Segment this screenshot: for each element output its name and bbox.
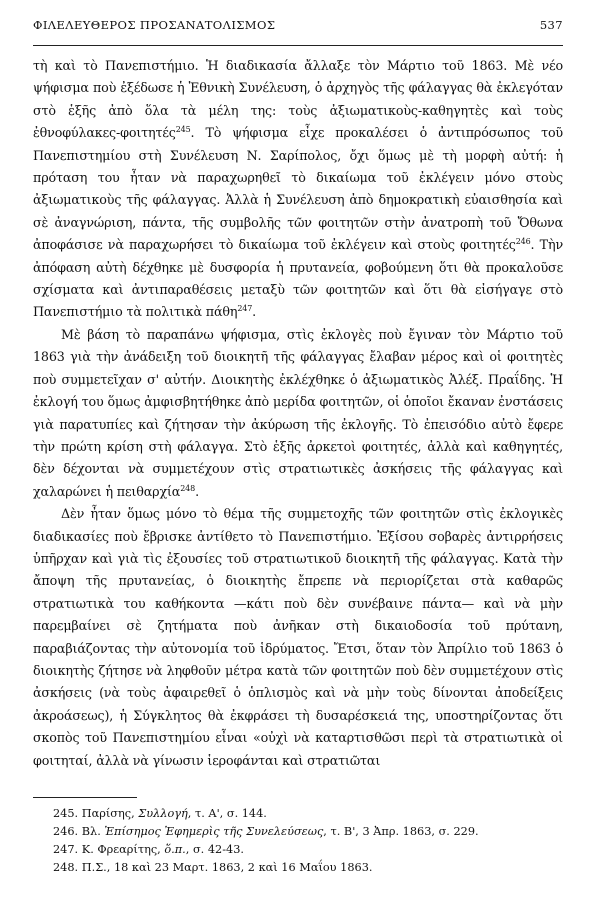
footnote-ref-248[interactable]: 248	[180, 483, 196, 493]
footnotes	[33, 805, 563, 877]
footnote-ref-246[interactable]: 246	[515, 237, 531, 247]
footnote-247: 247. Κ. Φρεαρίτης, ὅ.π., σ. 42-43.	[53, 843, 245, 856]
footnote-rule	[33, 797, 137, 798]
paragraph-3: Δὲν ἦταν ὅμως μόνο τὸ θέμα τῆς συμμετοχῆς τῶν φοιτητῶν στὶς ἐκλογικὲς διαδικασίες ποὺ ἔβρισκε ἀντίθετο τὸ Πανεπιστήμιο. Ἐξίσου σοβαρὲς ἀντιρρήσεις ὑπῆρχαν καὶ γιὰ τὶς ἐξουσίες τοῦ στρατιωτικοῦ διοικητῆ τῆς φάλαγγας. Κατὰ τὴν ἄποψη τῆς πρυτανείας, ὁ διοικητὴς ἔπρεπε νὰ περιορίζεται στὰ καθαρῶς στρατιωτικὰ του καθήκοντα —κάτι ποὺ δὲν συνέβαινε πάντα— καὶ νὰ μὴν παρεμβαίνει σὲ ζητήματα ποὺ ἀνῆκαν στὴ δικαιοδοσία τοῦ πρύτανη, παραβιάζοντας τὴν αὐτονομία τοῦ ἱδρύματος. Ἔτσι, ὅταν τὸν Ἀπρίλιο τοῦ 1863 ὁ διοικητὴς ζήτησε νὰ ληφθοῦν μέτρα κατὰ τῶν φοιτητῶν ποὺ δὲν συμμετέχουν στὶς ἀσκήσεις (νὰ τοὺς ἀφαιρεθεῖ ὁ ὁπλισμὸς καὶ νὰ μὴν τοὺς δίνονται ἀποδείξεις ἀκροάσεως), ἡ Σύγκλητος θὰ ἐκφράσει τὴ δυσαρέσκειά της, υποστηρίζοντας ὅτι σκοπὸς τοῦ Πανεπιστημίου εἶναι «οὐχὶ νὰ καταρτισθῶσι περὶ τὰ στρατιωτικὰ οἱ φοιτηταί, ἀλλὰ νὰ γίνωσιν ἱεροφάνται καὶ στρατιῶται	[33, 506, 563, 768]
paragraph-2: Μὲ βάση τὸ παραπάνω ψήφισμα, στὶς ἐκλογὲς ποὺ ἔγιναν τὸν Μάρτιο τοῦ 1863 γιὰ τὴν ἀνάδειξη τοῦ διοικητῆ τῆς φάλαγγας ἔλαβαν μέρος καὶ οἱ φοιτητὲς ποὺ συμμετεῖχαν σ' αὐτήν. Διοικητὴς ἐκλέχθηκε ὁ ἀξιωματικὸς Ἀλέξ. Πραΐδης. Ἡ ἐκλογή του ὅμως ἀμφισβητήθηκε ἀπὸ μερίδα φοιτητῶν, οἱ ὁποῖοι ἔκαναν ἐνστάσεις γιὰ παρατυπίες καὶ ζήτησαν τὴν ἀκύρωση τῆς ἐκλογῆς. Τὸ ἐπεισόδιο αὐτὸ ἔφερε τὴν πρώτη κρίση στὴ φάλαγγα. Στὸ ἑξῆς ἀρκετοὶ φοιτητές, ἀλλὰ καὶ καθηγητές, δὲν δέχονται νὰ συμμετέχουν στὶς στρατιωτικὲς ἀσκήσεις τῆς φάλαγγας καὶ χαλαρώνει ἡ πειθαρχία$^{248}$.	[33, 326, 563, 499]
footnote-246: 246. Βλ. Ἐπίσημος Ἐφημερὶς τῆς Συνελεύσεως, τ. Β', 3 Ἀπρ. 1863, σ. 229.	[53, 825, 479, 838]
footnote-ref-247[interactable]: 247	[237, 304, 253, 314]
paragraph-1: τὴ καὶ τὸ Πανεπιστήμιο. Ἡ διαδικασία ἄλλαξε τὸν Μάρτιο τοῦ 1863. Μὲ νέο ψήφισμα ποὺ ἐξέδωσε ἡ Ἐθνικὴ Συνέλευση, ὁ ἀρχηγὸς τῆς φάλαγγας θὰ ἐκλεγόταν στὸ ἑξῆς ἀπὸ ὅλα τὰ μέλη της: τοὺς ἀξιωματικοὺς-καθηγητὲς καὶ τοὺς ἐθνοφύλακες-φοιτητές$^{245}$. Τὸ ψήφισμα εἶχε προκαλέσει ὁ ἀντιπρόσωπος τοῦ Πανεπιστημίου στὴ Συνέλευση Ν. Σαρίπολος, ὄχι ὅμως μὲ τὴ μορφὴ αὐτή: ἡ πρόταση του ἦταν νὰ παραχωρηθεῖ τὸ δικαίωμα τοῦ ἐκλέγειν μόνο στοὺς ἀξιωματικοὺς τῆς φάλαγγας. Ἀλλὰ ἡ Συνέλευση ἀπὸ δημοκρατικὴ εὐαισθησία καὶ σὲ ἀναγνώριση, πάντα, τῆς συμβολῆς τῶν φοιτητῶν στὴν ἀνατροπὴ τοῦ Ὄθωνα ἀποφάσισε νὰ παραχωρήσει τὸ δικαίωμα τοῦ ἐκλέγειν καὶ στοὺς φοιτητές$^{246}$. Τὴν ἀπόφαση αὐτὴ δέχθηκε μὲ δυσφορία ἡ πρυτανεία, φοβούμενη ὅτι θὰ προκαλοῦσε σχίσματα καὶ ἀντιπαραθέσεις μεταξὺ τῶν φοιτητῶν καὶ ὅτι θὰ εἰσήγαγε στὸ Πανεπιστήμιο τὰ πολιτικὰ πάθη$^{247}$.	[33, 58, 564, 320]
main-text	[33, 55, 563, 772]
running-header	[33, 18, 563, 32]
header-rule	[33, 45, 563, 46]
footnote-248: 248. Π.Σ., 18 καὶ 23 Μαρτ. 1863, 2 καὶ 16 Μαΐου 1863.	[53, 861, 373, 874]
footnote-ref-245[interactable]: 245	[175, 124, 191, 134]
footnote-245: 245. Παρίσης, Συλλογή, τ. Α', σ. 144.	[53, 807, 267, 820]
running-title: ΦΙΛΕΛΕΥΘΕΡΟΣ ΠΡΟΣΑΝΑΤΟΛΙΣΜΟΣ	[33, 18, 276, 32]
page-number: 537	[539, 18, 563, 32]
